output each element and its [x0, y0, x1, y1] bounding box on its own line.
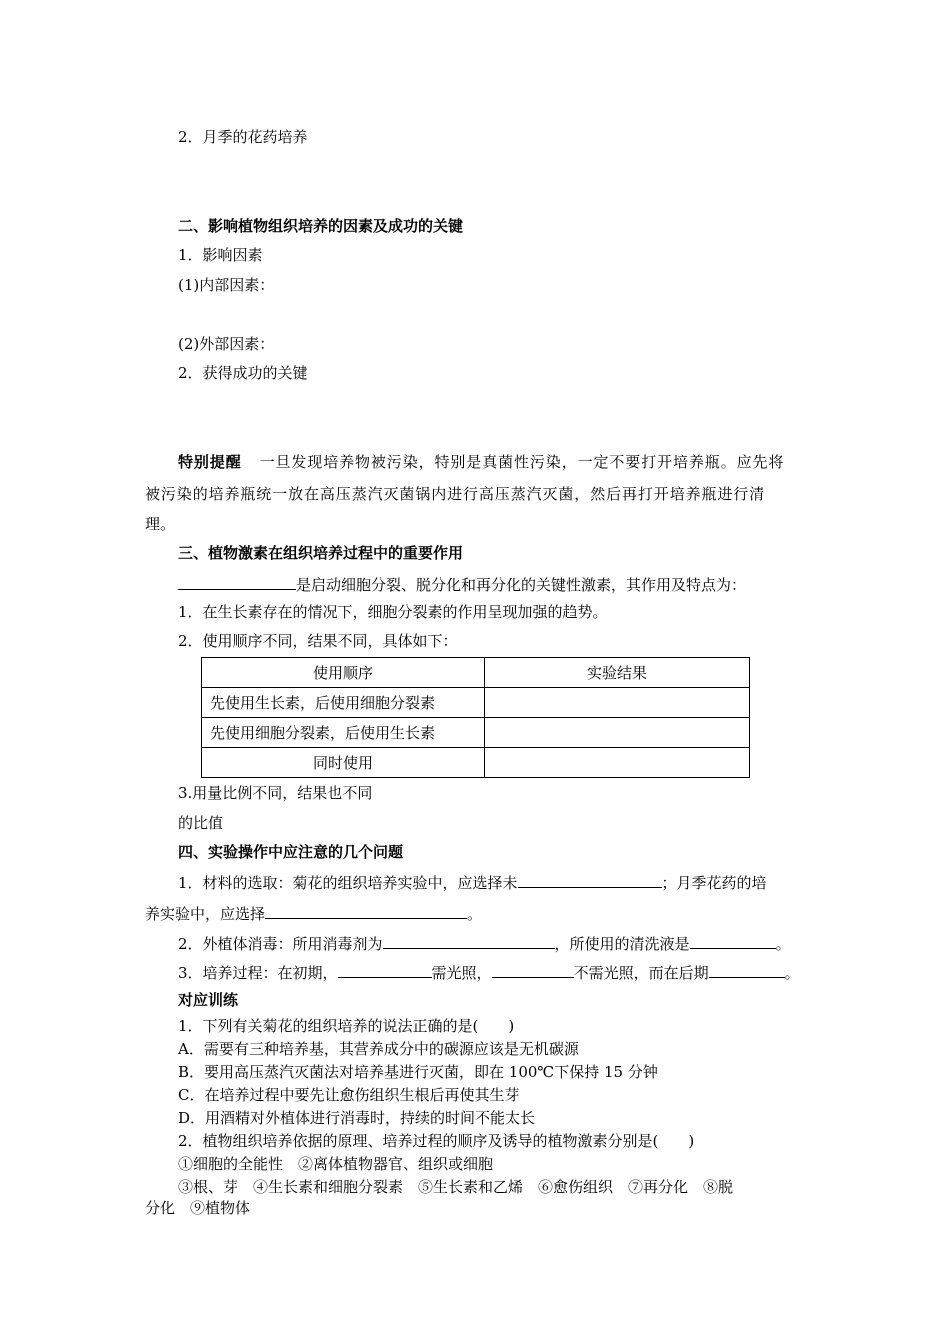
section3-item3: 3.用量比例不同，结果也不同	[178, 784, 373, 802]
section2-title: 二、影响植物组织培养的因素及成功的关键	[178, 217, 464, 235]
table-cell	[485, 718, 750, 748]
blank	[518, 871, 662, 888]
section3-title: 三、植物激素在组织培养过程中的重要作用	[178, 544, 464, 562]
q1-text-a: 1．材料的选取：菊花的组织培养实验中，应选择未	[178, 874, 518, 892]
blank	[709, 961, 785, 978]
hormone-order-table	[201, 657, 750, 778]
external-factors: (2)外部因素：	[178, 335, 275, 353]
section3-item1: 1．在生长素存在的情况下，细胞分裂素的作用呈现加强的趋势。	[178, 603, 608, 621]
table-header-cell: 实验结果	[485, 658, 750, 688]
tip-text1: 一旦发现培养物被污染，特别是真菌性污染，一定不要打开培养瓶。应先将	[259, 453, 785, 471]
section4-title: 四、实验操作中应注意的几个问题	[178, 843, 404, 861]
q2-text-b: ，所使用的清洗液是	[554, 935, 690, 953]
table-cell	[485, 748, 750, 778]
practice-q1: 1．下列有关菊花的组织培养的说法正确的是( )	[178, 1017, 515, 1035]
q1-text-b: ；月季花药的培	[661, 874, 767, 892]
blank	[338, 961, 432, 978]
q3-end: 。	[784, 964, 800, 982]
practice-q2: 2．植物组织培养依据的原理、培养过程的顺序及诱导的植物激素分别是( )	[178, 1132, 695, 1150]
section2-item1: 1．影响因素	[178, 246, 263, 264]
section3-lead	[178, 573, 746, 595]
practice-q1-option-c: C．在培养过程中要先让愈伤组织生根后再使其生芽	[178, 1086, 520, 1104]
q2-text-a: 2．外植体消毒：所用消毒剂为	[178, 935, 383, 953]
q1-text-c: 养实验中，应选择	[145, 905, 266, 923]
tip-label: 特别提醒	[178, 453, 242, 471]
blank	[690, 932, 776, 949]
section4-q1	[178, 871, 767, 893]
practice-q1-option-b: B．要用高压蒸汽灭菌法对培养基进行灭菌，即在 100℃下保持 15 分钟	[178, 1063, 658, 1081]
table-cell: 先使用生长素，后使用细胞分裂素	[202, 688, 485, 718]
hormone-blank	[178, 573, 296, 590]
section4-q3	[178, 961, 800, 983]
q3-text-a: 3．培养过程：在初期，	[178, 964, 338, 982]
q3-text-b: 需光照，	[431, 964, 492, 982]
blank	[383, 932, 555, 949]
table-row	[202, 688, 750, 718]
q3-text-c: 不需光照，而在后期	[573, 964, 709, 982]
practice-q2-options2: ③根、芽 ④生长素和细胞分裂素 ⑤生长素和乙烯 ⑥愈伤组织 ⑦再分化 ⑧脱	[178, 1178, 734, 1196]
practice-q2-options1: ①细胞的全能性 ②离体植物器官、组织或细胞	[178, 1155, 494, 1173]
section3-lead-text: 是启动细胞分裂、脱分化和再分化的关键性激素，其作用及特点为：	[296, 576, 747, 594]
section3-item2: 2．使用顺序不同，结果不同，具体如下：	[178, 632, 458, 650]
practice-title: 对应训练	[178, 991, 239, 1009]
section2-item2: 2．获得成功的关键	[178, 364, 308, 382]
section4-q1-cont	[145, 902, 482, 924]
table-cell: 先使用细胞分裂素，后使用生长素	[202, 718, 485, 748]
tip-line1	[178, 452, 784, 472]
practice-q1-option-a: A．需要有三种培养基，其营养成分中的碳源应该是无机碳源	[178, 1040, 579, 1058]
table-header-cell: 使用顺序	[202, 658, 485, 688]
blank	[492, 961, 574, 978]
blank	[265, 902, 467, 919]
section1-item2: 2．月季的花药培养	[178, 128, 308, 146]
q2-end: 。	[775, 935, 791, 953]
q1-end: 。	[467, 905, 483, 923]
tip-line3: 理。	[145, 515, 176, 533]
table-cell: 同时使用	[202, 748, 485, 778]
internal-factors: (1)内部因素：	[178, 276, 275, 294]
section4-q2	[178, 932, 791, 954]
table-row	[202, 748, 750, 778]
table-cell	[485, 688, 750, 718]
practice-q1-option-d: D．用酒精对外植体进行消毒时，持续的时间不能太长	[178, 1109, 536, 1127]
tip-line2: 被污染的培养瓶统一放在高压蒸汽灭菌锅内进行高压蒸汽灭菌，然后再打开培养瓶进行清	[145, 485, 766, 503]
practice-q2-options3: 分化 ⑨植物体	[145, 1199, 251, 1217]
ratio-line: 的比值	[178, 814, 224, 832]
table-header-row	[202, 658, 750, 688]
table-row	[202, 718, 750, 748]
